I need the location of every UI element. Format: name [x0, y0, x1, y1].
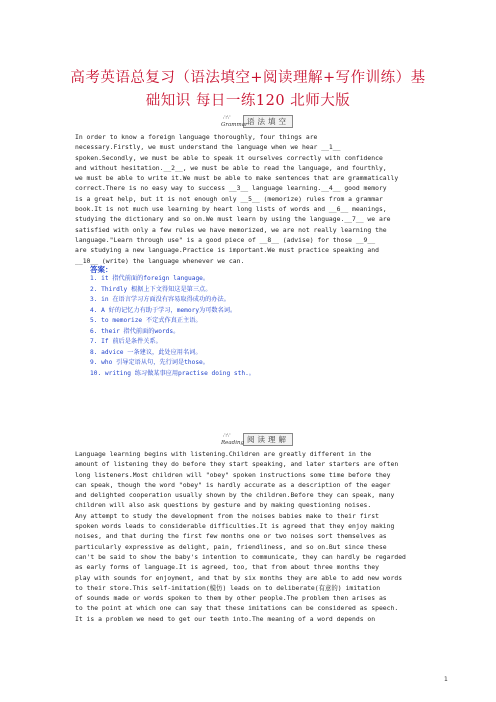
answer-item: 10. writing 练习做某事应用practise doing sth.。: [90, 369, 255, 377]
answer-list: [90, 274, 410, 379]
passage-line: __10__ (write) the language whenever we can.: [75, 256, 245, 265]
passage-line: to the point at which one can say that these imitations can be considered as speech.: [75, 604, 399, 613]
document-title-line2: 础知识 每日一练120 北师大版: [145, 93, 351, 109]
passage-line: In order to know a foreign language thoroughly, four things are: [75, 133, 318, 141]
passage-line: satisfied with only a few rules we have memorized, we are not really learning the: [75, 225, 387, 234]
passage-line: and without hesitation.__2__, we must be able to read the language, and fourthly,: [75, 163, 387, 172]
grammar-logo: ∴·∵ Grammar: [221, 114, 248, 128]
passage-line: spoken words leads to considerable difficulties.It is agreed that they enjoy making: [75, 522, 395, 531]
passage-line: is a great help, but it is not enough only __5__ (memorize) rules from a grammar: [75, 194, 383, 203]
answer-item: 4. A 好的记忆力有助于学习，memory为可数名词。: [90, 306, 237, 314]
passage-line: book.It is not much use learning by heart long lists of words and __6__ meanings,: [75, 205, 387, 214]
document-title-line1: 高考英语总复习（语法填空+阅读理解+写作训练）基: [70, 70, 426, 86]
grammar-passage: [75, 132, 423, 266]
grammar-section-badge: [221, 114, 293, 128]
passage-line: It is a problem we need to get our teeth into.The meaning of a word depends on: [75, 614, 376, 623]
passage-line: are studying a new language.Practice is important.We must practice speaking and: [75, 246, 379, 255]
reading-passage: [75, 449, 423, 624]
grammar-section-tag: 语法填空: [243, 115, 293, 128]
reading-section-tag: 阅读理解: [243, 433, 293, 446]
passage-line: to their store.This self-imitation(模仿) leads on to deliberate(有意的) imitation: [75, 583, 381, 592]
passage-line: language."Learn through use" is a good piece of __8__ (advise) for those __9__: [75, 235, 376, 244]
answer-item: 7. If 前后是条件关系。: [90, 338, 162, 345]
answer-item: 8. advice 一条建议，此处应用名词。: [90, 348, 202, 356]
passage-line: noises, and that during the first few months one or two noises sort themselves as: [75, 532, 387, 541]
passage-line: Any attempt to study the development from the noises babies make to their first: [75, 511, 379, 520]
answers-heading: 答案：: [90, 265, 113, 274]
answer-item: 2. Thirdly 根据上下文得知这是第三点。: [90, 285, 212, 293]
passage-line: can speak, though the word "obey" is hardly accurate as a description of the eager: [75, 480, 391, 489]
answer-item: 1. it 指代前面的foreign language。: [90, 275, 210, 282]
passage-line: can't be said to show the baby's intention to communicate, they can hardly be regarded: [75, 552, 406, 561]
answer-item: 3. in 在语言学习方面没有容易取得成功的办法。: [90, 296, 230, 303]
passage-line: amount of listening they do before they start speaking, and later starters are often: [75, 460, 399, 469]
passage-line: correct.There is no easy way to success __3__ language learning.__4__ good memory: [75, 184, 387, 193]
passage-line: as early forms of language.It is agreed, too, that from about three months they: [75, 563, 379, 572]
passage-line: spoken.Secondly, we must be able to speak it ourselves correctly with confidence: [75, 153, 383, 162]
passage-line: play with sounds for enjoyment, and that by six months they are able to add new words: [75, 573, 403, 582]
answer-item: 6. their 指代前面的words。: [90, 327, 180, 335]
dots-decoration-icon: ∴·∵: [223, 432, 230, 439]
passage-line: we must be able to write it.We must be able to make sentences that are grammatically: [75, 174, 399, 183]
reading-logo: ∴·∵ Reading: [221, 432, 245, 446]
passage-line: Language learning begins with listening.Children are greatly different in the: [75, 450, 372, 458]
dots-decoration-icon: ∴·∵: [223, 114, 230, 121]
passage-line: studying the dictionary and so on.We must learn by using the language.__7__ we are: [75, 215, 391, 224]
passage-line: particularly expressive as delight, pain, friendliness, and so on.But since these: [75, 542, 387, 551]
reading-section-badge: [221, 432, 293, 446]
passage-line: and delighted cooperation usually shown by the children.Before they can speak, many: [75, 491, 395, 500]
passage-line: of sounds made or words spoken to them by other people.The problem then arises as: [75, 594, 387, 603]
page-number: 1: [444, 676, 448, 683]
answer-item: 9. who 引导定语从句，先行词是those。: [90, 359, 209, 366]
answer-item: 5. to memorize 不定式作真正主语。: [90, 317, 202, 324]
passage-line: long listeners.Most children will "obey" spoken instructions some time before they: [75, 470, 391, 479]
passage-line: children will also ask questions by gesture and by making questioning noises.: [75, 501, 372, 510]
passage-line: necessary.Firstly, we must understand the language when we hear __1__: [75, 143, 341, 152]
